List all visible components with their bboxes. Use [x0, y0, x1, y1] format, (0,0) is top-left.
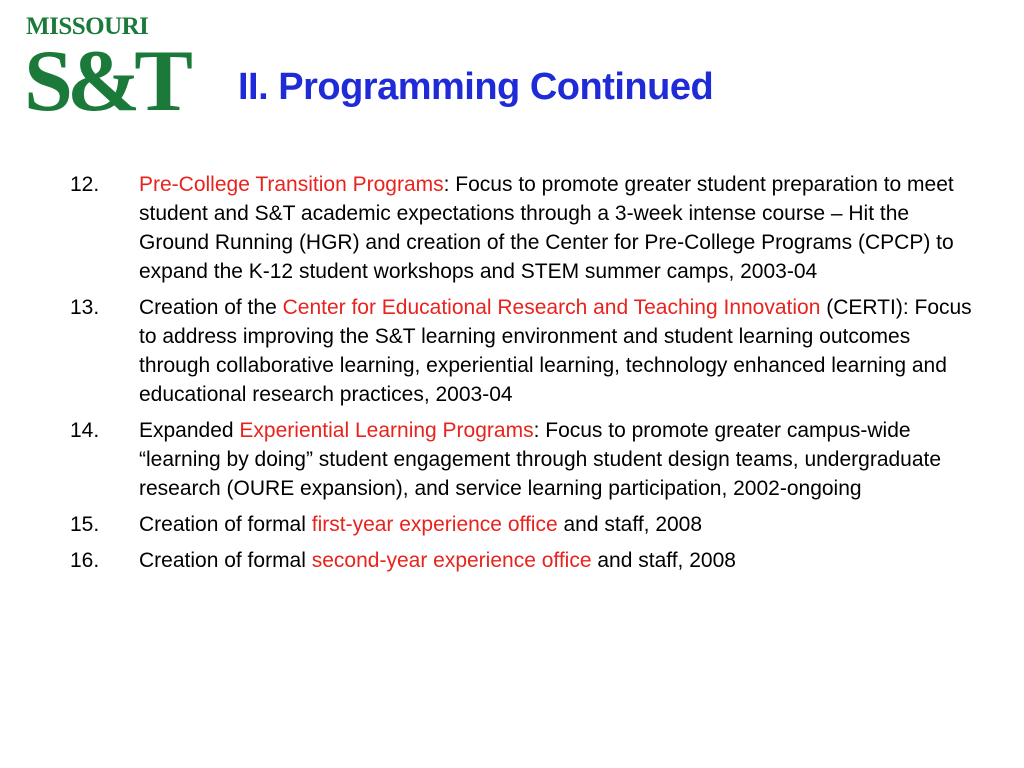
item-number: 14. — [70, 419, 100, 442]
programming-list — [70, 170, 980, 582]
item-highlight: Experiential Learning Programs — [239, 419, 534, 442]
item-text-post: : Focus to promote greater student preparation to meet student and S&T academic expectations through a 3-week intense course – Hit the Ground Running (HGR) and creation of the Center for Pre-College Programs (CPCP) to expand the K-12 student workshops and STEM summer camps, 2003-04 — [139, 173, 954, 283]
slide-title: II. Programming Continued — [238, 66, 714, 108]
list-item — [70, 510, 980, 539]
item-text-pre: Creation of the — [139, 296, 283, 319]
item-highlight: second-year experience office — [311, 549, 592, 572]
item-text-pre: Expanded — [139, 419, 240, 442]
item-number: 16. — [70, 549, 100, 572]
item-text-pre: Creation of formal — [139, 513, 312, 536]
item-highlight: first-year experience office — [311, 513, 558, 536]
list-item — [70, 416, 980, 503]
list-item — [70, 293, 980, 409]
item-text-post: and staff, 2008 — [557, 513, 703, 536]
item-highlight: Pre-College Transition Programs — [139, 173, 444, 196]
logo-monogram: S&T — [24, 33, 187, 130]
item-text-pre: Creation of formal — [139, 549, 312, 572]
list-item — [70, 546, 980, 575]
logo-wordmark: MISSOURI — [26, 13, 149, 40]
item-text-post: (CERTI): Focus to address improving the S&T learning environment and student learning outcomes through collaborative learning, experiential learning, technology enhanced learning and educational research practices, 2003-04 — [139, 296, 972, 406]
item-number: 13. — [70, 296, 100, 319]
item-text-post: and staff, 2008 — [591, 549, 736, 572]
list-item — [70, 170, 980, 286]
item-text-post: : Focus to promote greater campus-wide “learning by doing” student engagement through student design teams, undergraduate research (OURE expansion), and service learning participation, 2002-ongoing — [139, 419, 942, 500]
item-number: 12. — [70, 173, 100, 196]
item-number: 15. — [70, 513, 100, 536]
item-highlight: Center for Educational Research and Teaching Innovation — [282, 296, 821, 319]
missouri-st-logo — [24, 12, 187, 130]
